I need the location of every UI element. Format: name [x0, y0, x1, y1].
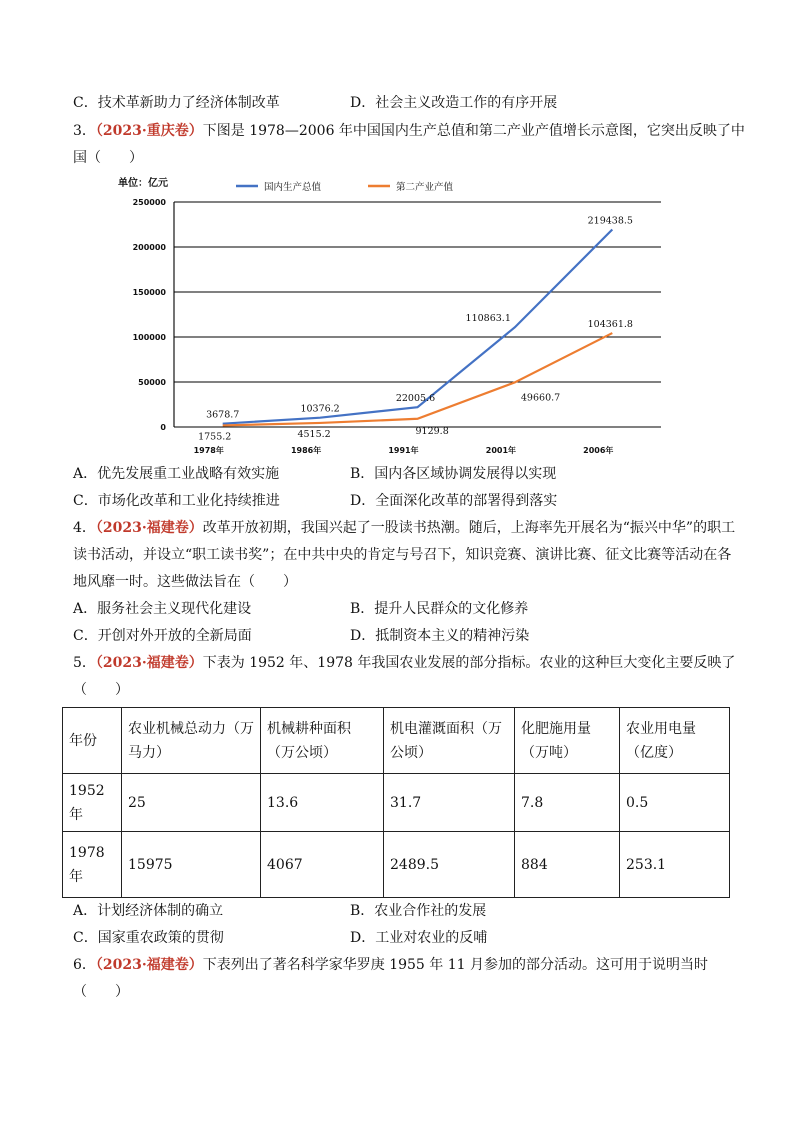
data-label: 10376.2 — [300, 403, 340, 415]
agriculture-table — [62, 707, 730, 898]
x-tick-label: 1991年 — [388, 446, 419, 455]
table-cell: 25 — [122, 774, 261, 832]
data-label: 1755.2 — [198, 431, 232, 443]
legend-label: 国内生产总值 — [264, 182, 322, 193]
table-cell: 253.1 — [620, 832, 730, 898]
table-header-cell: 年份 — [63, 708, 122, 774]
table-cell: 31.7 — [384, 774, 515, 832]
question-source: （2023·福建卷） — [95, 520, 203, 536]
option-b: B．国内各区域协调发展得以实现 — [350, 466, 557, 482]
option-c: C．开创对外开放的全新局面 — [73, 628, 252, 644]
question-number: 5． — [73, 655, 96, 671]
option-a: A．优先发展重工业战略有效实施 — [73, 466, 280, 482]
table-cell: 15975 — [122, 832, 261, 898]
question-number: 3． — [73, 123, 96, 139]
y-tick-label: 150000 — [132, 288, 166, 297]
question-5-stem — [73, 653, 735, 673]
gdp-line-chart — [116, 170, 666, 460]
question-4-stem-cont2: 地风靡一时。这些做法旨在（ ） — [73, 574, 297, 590]
table-cell: 2489.5 — [384, 832, 515, 898]
data-label: 104361.8 — [587, 319, 633, 331]
y-tick-label: 200000 — [132, 243, 166, 252]
data-label: 4515.2 — [297, 428, 331, 440]
table-header-cell: 化肥施用量（万吨） — [515, 708, 620, 774]
chart-unit-label: 单位：亿元 — [118, 178, 168, 189]
table-header-cell: 机械耕种面积（万公顷） — [261, 708, 384, 774]
chart-x-axis — [194, 445, 614, 455]
table-row — [63, 774, 730, 832]
question-4-stem — [73, 518, 735, 538]
data-label: 3678.7 — [206, 409, 240, 421]
table-cell: 1952年 — [63, 774, 122, 832]
question-number: 6． — [73, 957, 96, 973]
question-4-stem-cont: 读书活动，并设立“职工读书奖”；在中共中央的肯定与号召下，知识竞赛、演讲比赛、征文比赛等活动在各 — [73, 547, 732, 563]
y-tick-label: 50000 — [138, 378, 166, 387]
table-cell: 4067 — [261, 832, 384, 898]
question-text: 下图是 1978—2006 年中国国内生产总值和第二产业产值增长示意图，它突出反映了中 — [202, 123, 745, 139]
option-d: D．抵制资本主义的精神污染 — [350, 628, 530, 644]
series-line — [223, 333, 613, 425]
y-tick-label: 250000 — [132, 198, 166, 207]
question-6-stem-cont: （ ） — [73, 984, 129, 1000]
option-d: D．全面深化改革的部署得到落实 — [350, 493, 558, 509]
question-text: 下表列出了著名科学家华罗庚 1955 年 11 月参加的部分活动。这可用于说明当时 — [202, 957, 709, 973]
y-tick-label: 100000 — [132, 333, 166, 342]
option-d: D．工业对农业的反哺 — [350, 930, 488, 946]
y-tick-label: 0 — [160, 423, 166, 432]
table-header-cell: 机电灌溉面积（万公顷） — [384, 708, 515, 774]
question-number: 4． — [73, 520, 96, 536]
option-c: C．国家重农政策的贯彻 — [73, 930, 224, 946]
x-tick-label: 2001年 — [485, 446, 517, 455]
question-source: （2023·福建卷） — [95, 957, 203, 973]
table-cell: 1978年 — [63, 832, 122, 898]
option-d: D．社会主义改造工作的有序开展 — [350, 95, 558, 111]
question-source: （2023·福建卷） — [95, 655, 203, 671]
table-cell: 0.5 — [620, 774, 730, 832]
table-cell: 7.8 — [515, 774, 620, 832]
legend-label: 第二产业产值 — [396, 182, 454, 193]
table-header-cell: 农业用电量（亿度） — [620, 708, 730, 774]
question-text: 改革开放初期，我国兴起了一股读书热潮。随后，上海率先开展名为“振兴中华”的职工 — [202, 520, 736, 536]
option-b: B．提升人民群众的文化修养 — [350, 601, 529, 617]
question-source: （2023·重庆卷） — [95, 123, 203, 139]
option-b: B．农业合作社的发展 — [350, 903, 487, 919]
data-label: 9129.8 — [415, 425, 449, 437]
x-tick-label: 1978年 — [193, 446, 224, 455]
option-a: A．服务社会主义现代化建设 — [73, 601, 252, 617]
data-label: 110863.1 — [465, 313, 511, 325]
chart-legend — [236, 181, 454, 193]
option-c: C．市场化改革和工业化持续推进 — [73, 493, 280, 509]
table-header-cell: 农业机械总动力（万马力） — [122, 708, 261, 774]
table-row — [63, 832, 730, 898]
question-3-stem-cont: 国（ ） — [73, 150, 143, 166]
table-header-row — [63, 708, 730, 774]
data-label: 219438.5 — [587, 215, 633, 227]
question-3-stem — [73, 121, 745, 141]
data-label: 49660.7 — [520, 392, 561, 404]
data-label: 22005.6 — [395, 393, 436, 405]
option-c: C．技术革新助力了经济体制改革 — [73, 95, 280, 111]
question-5-stem-cont: （ ） — [73, 682, 129, 698]
x-tick-label: 2006年 — [583, 446, 614, 455]
question-text: 下表为 1952 年、1978 年我国农业发展的部分指标。农业的这种巨大变化主要反映了 — [202, 655, 736, 671]
chart-y-axis — [133, 198, 174, 432]
question-6-stem — [73, 955, 708, 975]
x-tick-label: 1986年 — [290, 446, 322, 455]
option-a: A．计划经济体制的确立 — [73, 903, 224, 919]
table-cell: 884 — [515, 832, 620, 898]
table-cell: 13.6 — [261, 774, 384, 832]
